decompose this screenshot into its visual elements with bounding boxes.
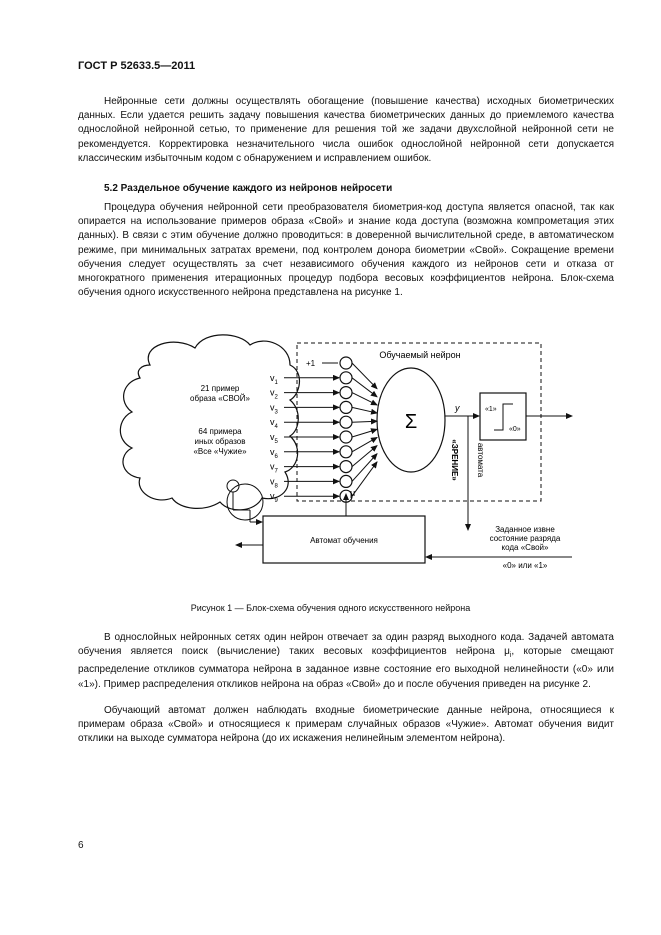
weight-node — [340, 387, 352, 399]
cloud-label-alien-2: иных образов — [194, 437, 246, 446]
figure-caption: Рисунок 1 — Блок-схема обучения одного искусственного нейрона — [190, 603, 471, 613]
bias-label: +1 — [306, 359, 316, 368]
paragraph-1-text: Нейронные сети должны осуществлять обогащение (повышение качества) исходных биометрических данных. Если удается решить задачу повышения качества биометрических данных до приемлемого качества однослойной нейронной сетью, то применение для решения той же задачи двухслойной нейронной сети не рекомендуется. Корректировка незначительного числа ошибок однослойной нейронной сети допускается классическим избыточным кодом с обнаружением и исправлением ошибок. — [78, 96, 614, 164]
setpoint-line-2: состояние разряда — [489, 534, 561, 543]
input-label: $v_1$ — [270, 372, 278, 386]
weight-connection — [352, 437, 377, 451]
input-label: $v_9$ — [270, 491, 278, 505]
section-heading: 5.2 Раздельное обучение каждого из нейронов нейросети — [104, 183, 393, 194]
weight-connection — [352, 429, 377, 437]
weight-node — [340, 372, 352, 384]
weight-node — [340, 416, 352, 428]
input-label: $v_3$ — [270, 402, 278, 416]
y-label: y — [455, 403, 460, 413]
input-label: $v_6$ — [270, 446, 278, 460]
vision-label-1: «ЗРЕНИЕ» — [450, 439, 459, 481]
weight-connection — [352, 446, 377, 467]
paragraph-3-text-b: , которые смещают распределение откликов сумматора нейрона в заданное извне состояние его выходной нелинейности («0» или «1»). Пример распределения откликов нейрона на образ «Свой» до и после обучения приведен на рисунке 2. — [78, 646, 614, 690]
weight-node — [340, 431, 352, 443]
input-label: $v_8$ — [270, 476, 278, 490]
weight-connection — [352, 363, 377, 389]
nonlin-one-label: «1» — [485, 406, 497, 413]
input-label: $v_5$ — [270, 432, 278, 445]
setpoint-line-1: Заданное извне — [495, 525, 555, 534]
automaton-label: Автомат обучения — [310, 536, 378, 545]
nonlin-zero-label: «0» — [509, 426, 521, 433]
input-label: $v_4$ — [270, 417, 278, 431]
weight-node — [340, 401, 352, 413]
zero-or-one-label: «0» или «1» — [502, 561, 548, 570]
vision-label-2: автомата — [476, 442, 485, 478]
input-label: $v_2$ — [270, 387, 278, 401]
weight-node — [340, 461, 352, 473]
cloud-label-alien-3: «Все «Чужие» — [193, 447, 247, 456]
paragraph-3-subscript: i — [509, 652, 512, 660]
cloud-label-alien-1: 64 примера — [198, 427, 242, 436]
weight-connection — [352, 421, 377, 422]
paragraph-4 — [78, 704, 614, 747]
cloud-label-own-1: 21 пример — [200, 384, 240, 393]
input-group — [270, 357, 377, 504]
setpoint-line-3: кода «Свой» — [501, 543, 549, 552]
document-header: ГОСТ Р 52633.5—2011 — [78, 60, 196, 72]
input-label: $v_7$ — [270, 461, 278, 475]
neuron-label: Обучаемый нейрон — [379, 350, 461, 360]
paragraph-4-text: Обучающий автомат должен наблюдать входные биометрические данные нейрона, относящиеся к примерам образа «Свой» и относящиеся к примерам случайных образов «Чужие». Автомат обучения видит отклики на выходе сумматора нейрона (до их искажения нелинейным элементом нейрона). — [78, 705, 614, 745]
paragraph-3-text-a: В однослойных нейронных сетях один нейрон отвечает за один разряд выходного кода. Задачей автомата обучения является поиск (вычисление) таких весовых коэффициентов нейрона μ — [78, 632, 614, 658]
mu-label: μ — [350, 488, 356, 498]
weight-node — [340, 475, 352, 487]
sum-symbol: Σ — [404, 411, 418, 433]
paragraph-3 — [78, 631, 614, 692]
weight-node — [340, 446, 352, 458]
weight-node — [340, 357, 352, 369]
paragraph-2-text: Процедура обучения нейронной сети преобразователя биометрия-код доступа является опасной, так как опирается на использование примеров образа «Свой» и знание кода доступа (возможна компрометация этих данных). В связи с этим обучение должно проводиться: в доверенной вычислительной среде, в автоматическом режиме, при минимальных затратах времени, под контролем донора биометрии «Свой». Сокращение времени обучения следует осуществлять за счет независимого обучения каждого из нейронов сети и отказа от многократного применения итерационных процедур подбора весовых коэффициентов нейрона. Блок-схема обучения одного искусственного нейрона представлена на рисунке 1. — [78, 202, 614, 299]
weight-connection — [352, 407, 377, 413]
page-number: 6 — [78, 840, 84, 851]
cloud-label-own-2: образа «СВОЙ» — [190, 394, 250, 403]
